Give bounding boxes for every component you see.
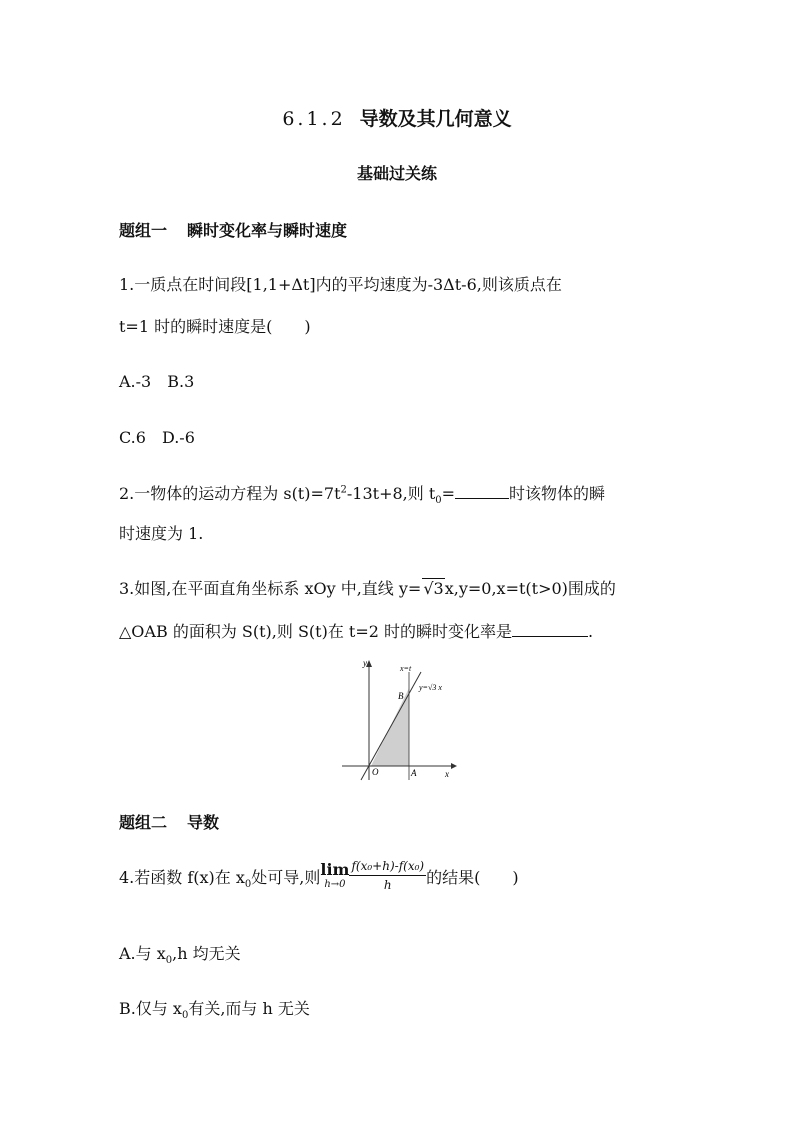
section-number: 6.1.2 bbox=[282, 108, 346, 130]
q2-text-b: -13t+8,则 t bbox=[346, 484, 436, 503]
x-equals-t-label: x=t bbox=[400, 664, 412, 673]
fraction-denominator: h bbox=[383, 878, 392, 892]
question-4-option-a bbox=[119, 941, 241, 966]
question-3-line-2 bbox=[119, 619, 593, 642]
point-b-label: B bbox=[398, 691, 404, 701]
lim-word: lim bbox=[320, 859, 350, 879]
limit-expression bbox=[320, 859, 350, 892]
q2-exponent: 2 bbox=[340, 484, 347, 496]
q4-subscript: 0 bbox=[244, 879, 252, 891]
origin-label: O bbox=[372, 767, 379, 777]
q2-text-c: = bbox=[441, 484, 456, 503]
question-2-line-1 bbox=[119, 481, 605, 506]
point-a-label: A bbox=[411, 768, 417, 778]
option-b-text-b: 有关,而与 h 无关 bbox=[188, 999, 310, 1018]
page-title bbox=[0, 104, 794, 131]
lim-subscript: h→0 bbox=[324, 878, 346, 890]
question-3-line-1 bbox=[119, 576, 616, 599]
question-1-line-2: t=1 时的瞬时速度是( ) bbox=[119, 317, 311, 336]
line-equation-label: y=√3 x bbox=[419, 683, 442, 692]
question-1-options-ab: A.-3 B.3 bbox=[119, 372, 195, 391]
group-title: 导数 bbox=[187, 813, 220, 832]
question-4-line-1 bbox=[119, 859, 519, 895]
x-axis-arrow-icon bbox=[451, 763, 457, 769]
sqrt-symbol: √3 bbox=[423, 579, 444, 598]
group-label: 题组二 bbox=[119, 813, 168, 832]
group-heading-2 bbox=[119, 810, 219, 833]
option-b-text-a: B.仅与 x bbox=[119, 999, 182, 1018]
sqrt-radicand: 3 bbox=[433, 579, 444, 598]
group-heading-1 bbox=[119, 218, 347, 241]
q2-text-a: 2.一物体的运动方程为 s(t)=7t bbox=[119, 484, 341, 503]
option-a-text-a: A.与 x bbox=[119, 944, 166, 963]
y-label: y bbox=[363, 658, 367, 668]
group-label: 题组一 bbox=[119, 221, 168, 240]
coordinate-figure bbox=[339, 654, 459, 788]
q4-text-b: 处可导,则 bbox=[251, 868, 321, 887]
page-subtitle: 基础过关练 bbox=[356, 164, 437, 183]
triangle-graph bbox=[339, 654, 459, 784]
question-2-line-2: 时速度为 1. bbox=[119, 524, 204, 543]
question-1-line-1: 1.一质点在时间段[1,1+Δt]内的平均速度为-3Δt-6,则该质点在 bbox=[119, 275, 562, 294]
group-title: 瞬时变化率与瞬时速度 bbox=[187, 221, 348, 240]
q3-text-c: △OAB 的面积为 S(t),则 S(t)在 t=2 时的瞬时变化率是 bbox=[119, 622, 513, 641]
x-label: x bbox=[445, 769, 449, 779]
option-a-subscript: 0 bbox=[165, 955, 173, 967]
answer-blank[interactable] bbox=[512, 620, 588, 637]
fraction bbox=[349, 859, 426, 892]
fraction-numerator: f(x₀+h)-f(x₀) bbox=[349, 859, 426, 876]
question-4-option-b bbox=[119, 996, 310, 1021]
q2-subscript: 0 bbox=[435, 495, 442, 507]
option-a-text-b: ,h 均无关 bbox=[172, 944, 241, 963]
q3-text-a: 3.如图,在平面直角坐标系 xOy 中,直线 y= bbox=[119, 579, 422, 598]
question-1-options-cd: C.6 D.-6 bbox=[119, 428, 195, 447]
section-title: 导数及其几何意义 bbox=[359, 108, 512, 130]
q3-text-d: . bbox=[588, 622, 594, 641]
q2-text-d: 时该物体的瞬 bbox=[509, 484, 606, 503]
option-b-subscript: 0 bbox=[181, 1010, 189, 1022]
q3-text-b: x,y=0,x=t(t>0)围成的 bbox=[444, 579, 616, 598]
q4-text-c: 的结果( ) bbox=[426, 868, 519, 887]
q4-text-a: 4.若函数 f(x)在 x bbox=[119, 868, 245, 887]
answer-blank[interactable] bbox=[455, 482, 509, 499]
